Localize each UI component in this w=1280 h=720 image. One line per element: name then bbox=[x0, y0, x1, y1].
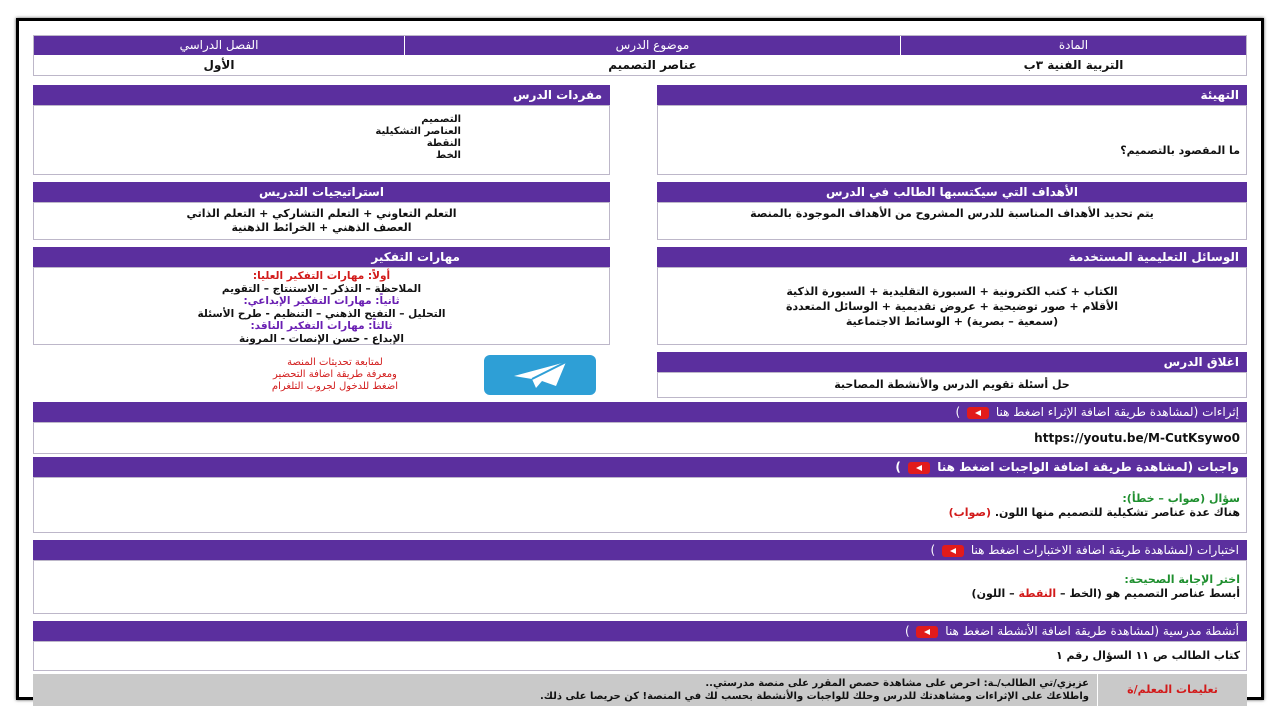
activities-body bbox=[33, 641, 1247, 671]
vocab-item: التصميم bbox=[421, 114, 461, 125]
youtube-play-icon[interactable] bbox=[942, 545, 964, 557]
vocab-item: العناصر التشكيلية bbox=[375, 126, 461, 137]
enrichment-body bbox=[33, 422, 1247, 454]
thinking-heading-1: أولاً: مهارات التفكير العليا: bbox=[252, 270, 391, 282]
youtube-play-icon[interactable] bbox=[967, 407, 989, 419]
thinking-text-2: التحليل – التفتح الذهني – التنظيم - طرح الأسئلة bbox=[197, 307, 446, 320]
telegram-text[interactable] bbox=[272, 357, 398, 393]
vocab-body bbox=[33, 105, 610, 175]
closing-body bbox=[657, 372, 1247, 398]
homework-question: هناك عدة عناصر تشكيلية للتصميم منها اللون. bbox=[994, 506, 1240, 519]
closing-label: اغلاق الدرس bbox=[657, 352, 1247, 372]
tests-label[interactable]: اختبارات (لمشاهدة طريقة اضافة الاختبارات اضغط هنا bbox=[970, 543, 1239, 557]
thinking-block bbox=[33, 247, 610, 345]
youtube-play-icon[interactable] bbox=[908, 462, 930, 474]
tests-section bbox=[33, 540, 1247, 614]
tests-question-prefix: أبسط عناصر التصميم هو (الخط – bbox=[1059, 587, 1240, 600]
homework-question-line bbox=[40, 506, 1240, 520]
thinking-label: مهارات التفكير bbox=[33, 247, 610, 267]
telegram-line-1: لمتابعة تحديثات المنصة bbox=[287, 357, 383, 368]
strategies-line-1: التعلم التعاوني + التعلم التشاركي + التعلم الذاتي bbox=[186, 207, 457, 220]
telegram-line-2: ومعرفة طريقة اضافة التحضير bbox=[273, 369, 397, 380]
closing-block bbox=[657, 352, 1247, 398]
vocab-block bbox=[33, 85, 610, 175]
strategies-body bbox=[33, 202, 610, 240]
activities-close: ) bbox=[904, 624, 910, 638]
intro-label: التهيئة bbox=[657, 85, 1247, 105]
teacher-instructions-body bbox=[33, 674, 1097, 706]
strategies-block bbox=[33, 182, 610, 240]
tests-correct-answer: النقطة bbox=[1018, 587, 1057, 600]
tests-question-line bbox=[40, 587, 1240, 601]
objectives-body bbox=[657, 202, 1247, 240]
tests-question-type: اختر الإجابة الصحيحة: bbox=[1124, 573, 1240, 586]
lesson-header-table bbox=[33, 35, 1247, 76]
objectives-block bbox=[657, 182, 1247, 240]
term-value: الأول bbox=[203, 58, 235, 72]
thinking-heading-2: ثانياً: مهارات التفكير الإبداعي: bbox=[243, 295, 400, 308]
term-cell bbox=[34, 36, 404, 75]
vocab-item: الخط bbox=[435, 150, 461, 161]
vocab-label: مفردات الدرس bbox=[33, 85, 610, 105]
intro-text: ما المقصود بالتصميم؟ bbox=[1120, 144, 1240, 157]
strategies-line-2: العصف الذهني + الخرائط الذهنية bbox=[231, 221, 412, 234]
homework-header[interactable] bbox=[33, 457, 1247, 477]
homework-label[interactable]: واجبات (لمشاهدة طريقة اضافة الواجبات اضغط هنا bbox=[937, 460, 1239, 474]
enrichment-url-link[interactable]: https://youtu.be/M-CutKsywo0 bbox=[1034, 431, 1240, 445]
activities-label[interactable]: أنشطة مدرسية (لمشاهدة طريقة اضافة الأنشطة اضغط هنا bbox=[945, 624, 1239, 638]
right-column bbox=[657, 85, 1247, 398]
enrichment-label[interactable]: إثراءات (لمشاهدة طريقة اضافة الإثراء اضغط هنا bbox=[995, 405, 1239, 419]
telegram-promo[interactable] bbox=[33, 352, 610, 398]
subject-value: التربية الفنية ٣ب bbox=[1023, 58, 1124, 72]
tools-label: الوسائل التعليمية المستخدمة bbox=[657, 247, 1247, 267]
tests-close: ) bbox=[930, 543, 936, 557]
subject-label: المادة bbox=[901, 36, 1246, 55]
tools-line-2: الأقلام + صور توضيحية + عروض تقديمية + الوسائل المتعددة bbox=[785, 300, 1118, 313]
teacher-line-2: واطلاعك على الإثراءات ومشاهدتك للدرس وحلك للواجبات والأنشطة بحسب لك في المنصة! كن حريصا على ذلك. bbox=[539, 691, 1089, 702]
topic-label: موضوع الدرس bbox=[405, 36, 900, 55]
youtube-play-icon[interactable] bbox=[916, 626, 938, 638]
enrichment-close: ) bbox=[955, 405, 961, 419]
thinking-text-1: الملاحظة – التذكر – الاستنتاج – التقويم bbox=[221, 282, 422, 295]
tools-block bbox=[657, 247, 1247, 345]
term-label: الفصل الدراسي bbox=[34, 36, 404, 55]
telegram-icon[interactable] bbox=[484, 355, 596, 395]
activities-section bbox=[33, 621, 1247, 671]
strategies-label: استراتيجيات التدريس bbox=[33, 182, 610, 202]
vocab-item: النقطة bbox=[426, 138, 461, 149]
homework-question-type: سؤال (صواب – خطأ): bbox=[1122, 492, 1240, 505]
thinking-text-3: الإبداع - حسن الإنصات - المرونة bbox=[238, 332, 405, 345]
telegram-line-3: اضغط للدخول لجروب التلغرام bbox=[271, 381, 398, 392]
tools-line-3: (سمعية – بصرية) + الوسائط الاجتماعية bbox=[845, 315, 1059, 328]
topic-cell bbox=[404, 36, 900, 75]
enrichment-header[interactable] bbox=[33, 402, 1247, 422]
tools-line-1: الكتاب + كتب الكترونية + السبورة التقليدية + السبورة الذكية bbox=[786, 285, 1118, 298]
thinking-body bbox=[33, 267, 610, 345]
teacher-instructions-label: تعليمات المعلم/ة bbox=[1097, 674, 1247, 706]
teacher-line-1: عزيزي/تي الطالب/ـة: احرص على مشاهدة حصص المقرر على منصة مدرستي.. bbox=[705, 678, 1089, 689]
objectives-label: الأهداف التي سيكتسبها الطالب في الدرس bbox=[657, 182, 1247, 202]
lesson-plan-frame bbox=[16, 18, 1264, 700]
tools-body bbox=[657, 267, 1247, 345]
activities-text: كتاب الطالب ص ١١ السؤال رقم ١ bbox=[1055, 649, 1240, 662]
intro-block bbox=[657, 85, 1247, 175]
homework-section bbox=[33, 457, 1247, 533]
intro-body bbox=[657, 105, 1247, 175]
teacher-instructions bbox=[33, 674, 1247, 706]
objectives-text: يتم تحديد الأهداف المناسبة للدرس المشروح من الأهداف الموجودة بالمنصة bbox=[750, 207, 1154, 220]
homework-close: ) bbox=[895, 460, 901, 474]
homework-answer: (صواب) bbox=[948, 506, 992, 519]
enrichment-section bbox=[33, 402, 1247, 454]
left-column bbox=[33, 85, 610, 398]
closing-text: حل أسئلة تقويم الدرس والأنشطة المصاحبة bbox=[834, 378, 1070, 391]
subject-cell bbox=[900, 36, 1246, 75]
tests-body bbox=[33, 560, 1247, 614]
thinking-heading-3: ثالثاً: مهارات التفكير الناقد: bbox=[250, 320, 393, 333]
topic-value: عناصر التصميم bbox=[608, 58, 697, 72]
activities-header[interactable] bbox=[33, 621, 1247, 641]
tests-header[interactable] bbox=[33, 540, 1247, 560]
two-column-section bbox=[33, 85, 1247, 398]
tests-question-suffix: – اللون) bbox=[971, 587, 1015, 600]
homework-body bbox=[33, 477, 1247, 533]
